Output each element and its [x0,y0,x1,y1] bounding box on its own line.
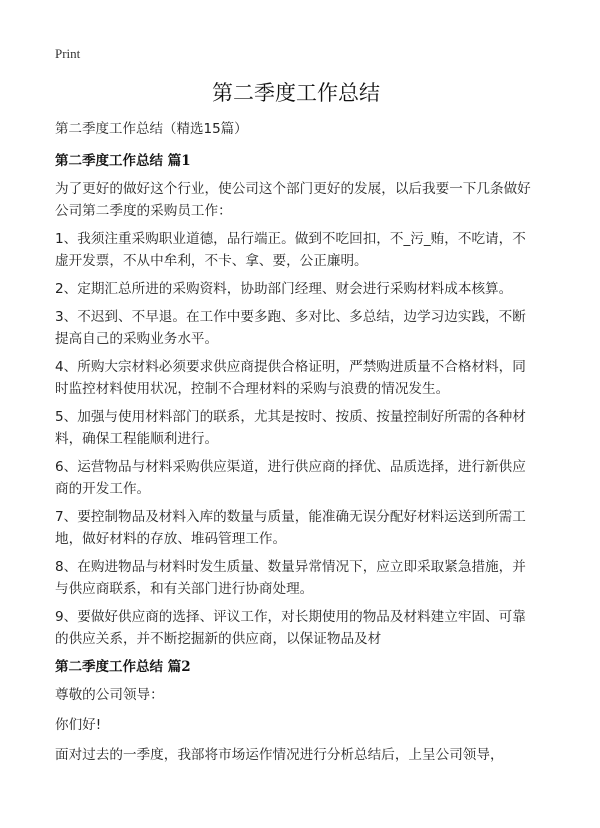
list-item: 8、在购进物品与材料时发生质量、数量异常情况下，应立即采取紧急措施，并与供应商联系，和有关部门进行协商处理。 [55,559,526,597]
list-item: 4、所购大宗材料必须要求供应商提供合格证明，严禁购进质量不合格材料，同时监控材料使用状况，控制不合理材料的采购与浪费的情况发生。 [55,359,526,397]
list-item: 9、要做好供应商的选择、评议工作，对长期使用的物品及材料建立牢固、可靠的供应关系，并不断挖掘新的供应商，以保证物品及材 [55,609,526,647]
list-item: 6、运营物品与材料采购供应渠道，进行供应商的择优、品质选择，进行新供应商的开发工作。 [55,459,526,497]
print-link[interactable]: Print [55,46,81,61]
section-heading: 第二季度工作总结 篇2 [55,659,191,675]
document-body [55,78,537,772]
greeting: 你们好! [55,717,102,733]
page-title: 第二季度工作总结 [212,81,380,105]
paragraph: 为了更好的做好这个行业，使公司这个部门更好的发展，以后我要一下几条做好公司第二季度的采购员工作： [55,181,531,219]
list-item: 5、加强与使用材料部门的联系，尤其是按时、按质、按量控制好所需的各种材料，确保工程能顺利进行。 [55,409,526,447]
list-item: 2、定期汇总所进的采购资料，协助部门经理、财会进行采购材料成本核算。 [55,281,513,297]
section-heading: 第二季度工作总结 篇1 [55,153,191,169]
document-subtitle: 第二季度工作总结（精选15篇） [55,121,248,137]
paragraph: 面对过去的一季度，我部将市场运作情况进行分析总结后，上呈公司领导， [55,747,504,763]
salutation: 尊敬的公司领导： [55,687,164,703]
list-item: 3、不迟到、不早退。在工作中要多跑、多对比、多总结，边学习边实践，不断提高自己的采购业务水平。 [55,309,526,347]
list-item: 7、要控制物品及材料入库的数量与质量，能准确无误分配好材料运送到所需工地，做好材料的存放、堆码管理工作。 [55,509,526,547]
list-item: 1、我须注重采购职业道德，品行端正。做到不吃回扣，不_污_贿，不吃请，不虚开发票，不从中牟利，不卡、拿、要，公正廉明。 [55,231,526,269]
